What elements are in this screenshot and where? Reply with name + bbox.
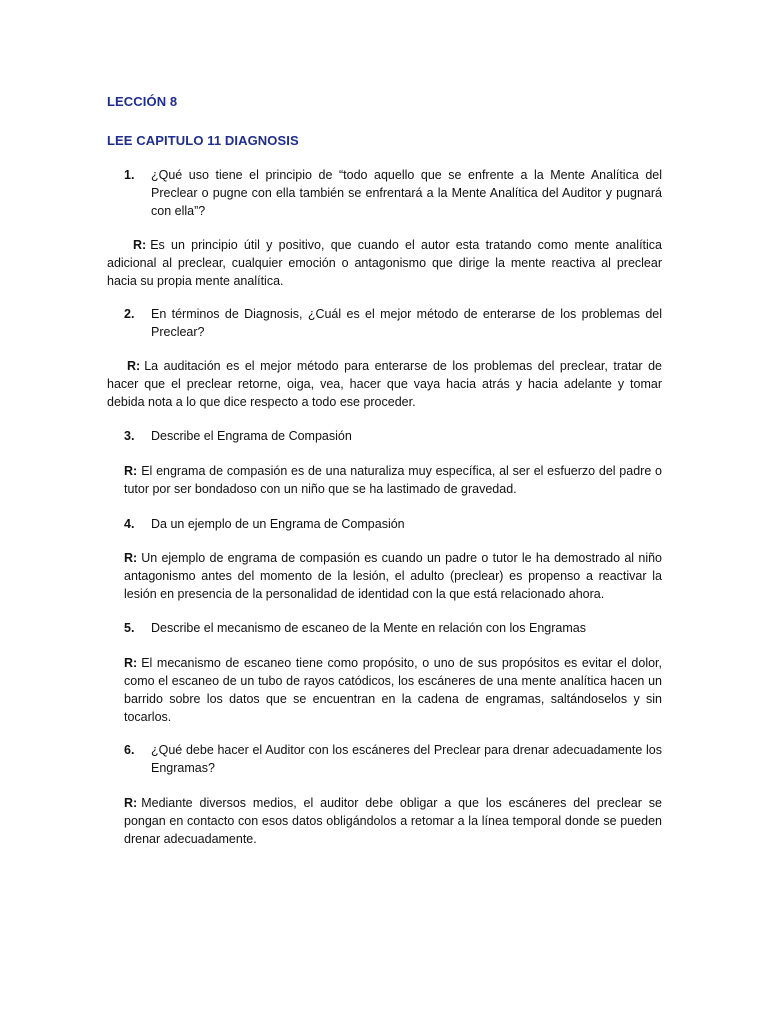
question-number: 1. (124, 168, 135, 182)
answer-item-6 (124, 794, 662, 848)
answer-text: El engrama de compasión es de una naturaliza muy específica, al ser el esfuerzo del padre o tutor por ser bondadoso con un niño que se ha lastimado de gravedad. (124, 464, 662, 496)
question-number: 3. (124, 429, 135, 443)
answer-label: R: (133, 238, 147, 252)
question-number: 4. (124, 517, 135, 531)
lesson-title: LECCIÓN 8 (107, 94, 178, 109)
answer-label: R: (124, 551, 138, 565)
question-number: 6. (124, 743, 135, 757)
answer-text: La auditación es el mejor método para enterarse de los problemas del preclear, tratar de hacer que el preclear retorne, oiga, vea, hacer que vaya hacia atrás y hacia adelante y tomar debida nota a lo que dice respecto a todo ese proceder. (107, 359, 662, 409)
answer-item-5 (124, 654, 662, 726)
answer-text: Mediante diversos medios, el auditor debe obligar a que los escáneres del preclear se pongan en contacto con esos datos obligándolos a retomar a la línea temporal donde se pueden drenar adecuadamente. (124, 796, 662, 846)
answer-label: R: (124, 464, 138, 478)
answer-label: R: (127, 359, 141, 373)
answer-item-4 (124, 549, 662, 603)
question-text: En términos de Diagnosis, ¿Cuál es el mejor método de enterarse de los problemas del Preclear? (151, 307, 662, 339)
answer-item-1 (107, 236, 662, 290)
answer-text: Es un principio útil y positivo, que cuando el autor esta tratando como mente analítica adicional al preclear, cualquier emoción o antagonismo que dirige la mente reactiva al preclear hacia su propia mente analítica. (107, 238, 662, 288)
answer-item-2 (107, 357, 662, 411)
question-text: Da un ejemplo de un Engrama de Compasión (151, 517, 405, 531)
question-text: Describe el Engrama de Compasión (151, 429, 352, 443)
question-text: ¿Qué uso tiene el principio de “todo aquello que se enfrente a la Mente Analítica del Preclear o pugne con ella también se enfrentará a la Mente Analítica del Auditor y pugnará con ella”? (151, 168, 662, 218)
answer-item-3 (124, 462, 662, 498)
question-number: 2. (124, 307, 135, 321)
answer-label: R: (124, 656, 138, 670)
answer-label: R: (124, 796, 138, 810)
question-text: Describe el mecanismo de escaneo de la Mente en relación con los Engramas (151, 621, 586, 635)
answer-text: Un ejemplo de engrama de compasión es cuando un padre o tutor le ha demostrado al niño antagonismo antes del momento de la lesión, el adulto (preclear) es propenso a reactivar la lesión en presencia de la personalidad de identidad con la que está relacionado ahora. (124, 551, 662, 601)
question-text: ¿Qué debe hacer el Auditor con los escáneres del Preclear para drenar adecuadamente los Engramas? (151, 743, 662, 775)
chapter-title: LEE CAPITULO 11 DIAGNOSIS (107, 133, 299, 148)
question-number: 5. (124, 621, 135, 635)
answer-text: El mecanismo de escaneo tiene como propósito, o uno de sus propósitos es evitar el dolor, como el escaneo de un tubo de rayos catódicos, los escáneres de una mente analítica hacen un barrido sobre los datos que se encuentran en la cadena de engramas, saltándoselos y sin tocarlos. (124, 656, 662, 724)
